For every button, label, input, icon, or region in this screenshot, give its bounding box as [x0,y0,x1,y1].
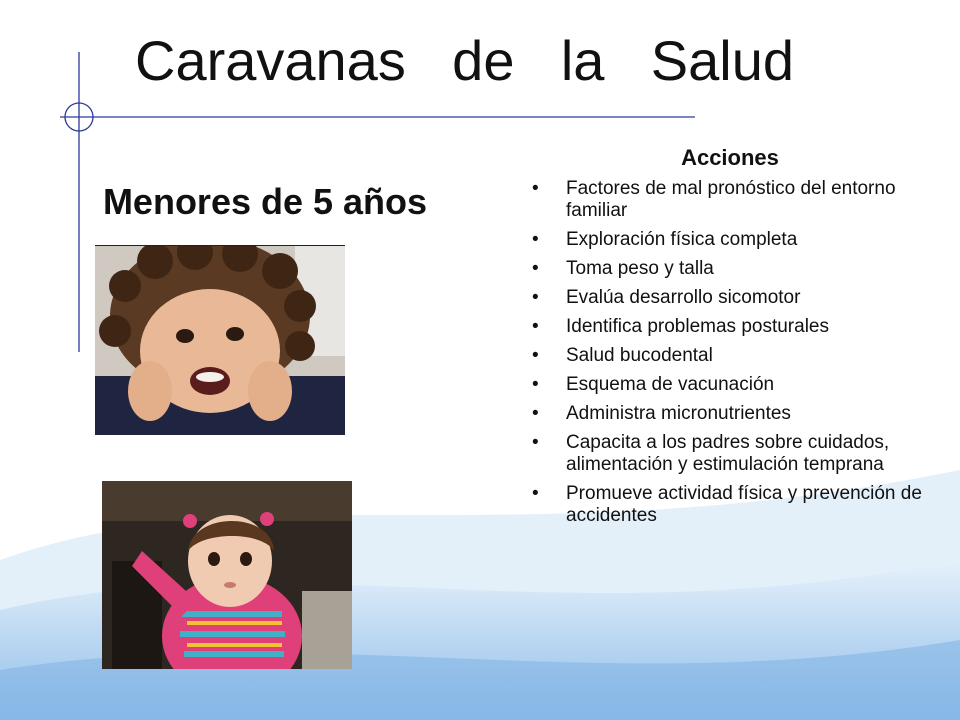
slide-subtitle: Menores de 5 años [102,181,428,222]
child-photo-pink-sweater [102,481,352,669]
bullet-icon: • [532,287,539,308]
list-item: • Exploración física completa [532,229,798,250]
list-item: • Evalúa desarrollo sicomotor [532,287,801,308]
bullet-icon: • [532,403,539,424]
bullet-icon: • [532,483,539,504]
actions-heading: Acciones [681,145,779,170]
bullet-icon: • [532,345,539,366]
bullet-icon: • [532,316,539,337]
bullet-icon: • [532,432,539,453]
list-item: • Identifica problemas posturales [532,316,829,337]
list-item: • Factores de mal pronóstico del entorno familiar [532,178,896,221]
bullet-icon: • [532,229,539,250]
child-photo-curly [95,246,345,435]
list-item: • Toma peso y talla [532,258,714,279]
list-item: • Administra micronutrientes [532,403,791,424]
bullet-icon: • [532,374,539,395]
list-item: • Capacita a los padres sobre cuidados, alimentación y estimulación temprana [532,432,890,475]
slide-title: Caravanas de la Salud [135,29,794,92]
bullet-icon: • [532,178,539,199]
bullet-icon: • [532,258,539,279]
list-item: • Promueve actividad física y prevención de accidentes [532,483,922,526]
list-item: • Esquema de vacunación [532,374,775,395]
actions-list [532,178,932,534]
list-item: • Salud bucodental [532,345,713,366]
